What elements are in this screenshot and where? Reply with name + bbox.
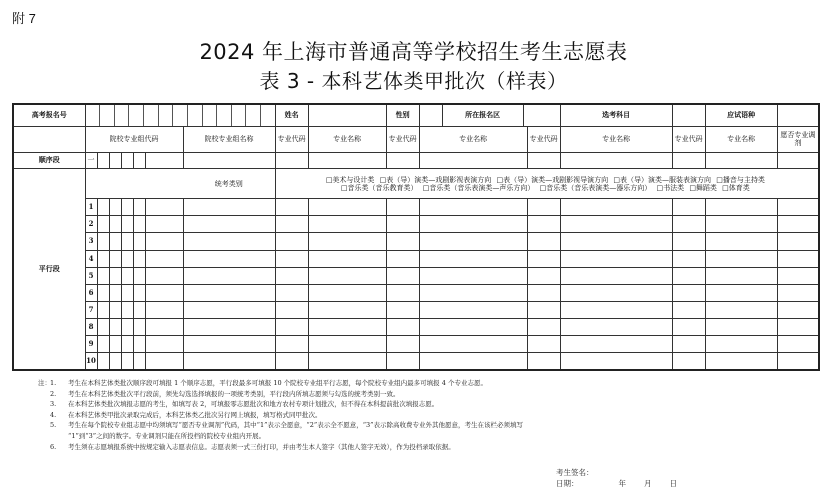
note-item: 6. 考生须在志愿填报系统中按规定输入志愿表信息。志愿表须一式三份打印，并由考生本人签字（其他人签字无效），作为投档录取依据。 [50, 442, 455, 451]
table-row [13, 319, 819, 336]
subjects-label: 选考科目 [560, 104, 672, 126]
name-label: 姓名 [275, 104, 308, 126]
option-0[interactable]: □美术与设计类 [325, 175, 375, 184]
option-1[interactable]: □表（导）演类—戏剧影视表演方向 [379, 175, 492, 184]
table-row [13, 250, 819, 267]
exam-no-field[interactable] [85, 104, 275, 126]
note-item: 1. 考生在本科艺体类批次顺序段可填报 1 个顺序志愿，平行段最多可填报 10 个院校专业组平行志愿，每个院校专业组内最多可填报 4 个专业志愿。 [50, 379, 487, 387]
table-row [13, 216, 819, 233]
application-form-table [12, 103, 820, 371]
signature-label: 考生签名： [556, 468, 594, 477]
sequence-row [13, 152, 819, 168]
col-major-code-4: 专业代码 [672, 126, 705, 152]
seq-dash: 一 [85, 152, 97, 168]
row-number: 7 [85, 301, 97, 318]
option-2[interactable]: □表（导）演类—戏剧影视导演方向 [496, 175, 609, 184]
row-number: 3 [85, 233, 97, 250]
col-major-name-1: 专业名称 [308, 126, 386, 152]
row-number: 5 [85, 267, 97, 284]
option-5[interactable]: □音乐类（音乐教育类） [340, 183, 418, 192]
column-header-row [13, 126, 819, 152]
option-7[interactable]: □音乐类（音乐表演类—器乐方向） [539, 183, 652, 192]
option-3[interactable]: □表（导）演类—服装表演方向 [613, 175, 712, 184]
note-item: 2. 考生在本科艺体类批次平行段前，须先勾选选择填报的一项统考类别，平行段内所填志愿须与勾选的统考类别一致。 [50, 389, 400, 398]
note-item: 5. 考生在每个院校专业组志愿中均须填写“愿否专业调剂”代码，其中“1”表示全愿意，“2”表示全不愿意，“3”表示除高收费专业外其他愿意，考生在该栏必须填写 [50, 421, 523, 430]
row-number: 6 [85, 284, 97, 301]
table-row [13, 199, 819, 216]
row-number: 8 [85, 319, 97, 336]
table-row [13, 233, 819, 250]
row-number: 10 [85, 353, 97, 370]
page-subtitle: 表 3 - 本科艺体类甲批次（样表） [259, 69, 568, 93]
col-major-name-3: 专业名称 [560, 126, 672, 152]
year-label: 年 [618, 479, 626, 488]
district-cell[interactable] [419, 104, 560, 126]
col-group-name: 院校专业组名称 [183, 126, 275, 152]
table-row [13, 267, 819, 284]
row-number: 2 [85, 216, 97, 233]
parallel-label: 平行段 [13, 168, 85, 370]
signature-block [556, 467, 695, 489]
note-item: 3. 在本科艺体类批次填报志愿的考生，如填写表 2，可填报零志愿批次和地方农村专项计划批次，但不得在本科提前批次填报志愿。 [50, 400, 439, 409]
option-10[interactable]: □体育类 [722, 183, 750, 192]
table-row [13, 353, 819, 370]
subjects-field[interactable] [672, 104, 705, 126]
col-major-code-2: 专业代码 [386, 126, 419, 152]
table-row [13, 301, 819, 318]
option-9[interactable]: □舞蹈类 [689, 183, 717, 192]
notes-head: 注： [38, 379, 51, 387]
language-field[interactable] [777, 104, 819, 126]
annex-label: 附 7 [12, 11, 36, 26]
row-number: 9 [85, 336, 97, 353]
option-8[interactable]: □书法类 [656, 183, 685, 192]
exam-category-row [13, 168, 819, 198]
option-4[interactable]: □播音与主持类 [716, 175, 765, 184]
table-row [13, 284, 819, 301]
option-6[interactable]: □音乐类（音乐表演类—声乐方向） [422, 183, 535, 192]
date-label: 日期： [556, 479, 579, 488]
col-major-code-1: 专业代码 [275, 126, 308, 152]
row-number: 4 [85, 250, 97, 267]
col-adjust: 愿否专业调剂 [777, 126, 819, 152]
gender-label: 性别 [386, 104, 419, 126]
month-label: 月 [644, 479, 652, 488]
name-field[interactable] [308, 104, 386, 126]
col-group-code: 院校专业组代码 [85, 126, 183, 152]
district-label: 所在报名区 [465, 110, 501, 120]
col-major-name-4: 专业名称 [705, 126, 777, 152]
page-title: 2024 年上海市普通高等学校招生考生志愿表 [199, 40, 628, 64]
date-line [556, 478, 695, 489]
table-row [13, 336, 819, 353]
col-major-name-2: 专业名称 [419, 126, 527, 152]
row-number: 1 [85, 199, 97, 216]
exam-category-label: 统考类别 [183, 168, 275, 198]
header-row [13, 104, 819, 126]
seq-label: 顺序段 [13, 152, 85, 168]
notes [50, 378, 810, 452]
exam-no-label: 高考报名号 [13, 104, 85, 126]
note-item: “1”到“3”之间的数字。专业调剂只能在所投档的院校专业组内开展。 [68, 431, 266, 440]
col-major-code-3: 专业代码 [527, 126, 560, 152]
day-label: 日 [669, 479, 677, 488]
exam-category-options [275, 168, 819, 198]
note-item: 4. 在本科艺体类甲批次录取完成后，本科艺体类乙批次另行网上填报，填写格式同甲批次。 [50, 410, 322, 419]
language-label: 应试语种 [705, 104, 777, 126]
